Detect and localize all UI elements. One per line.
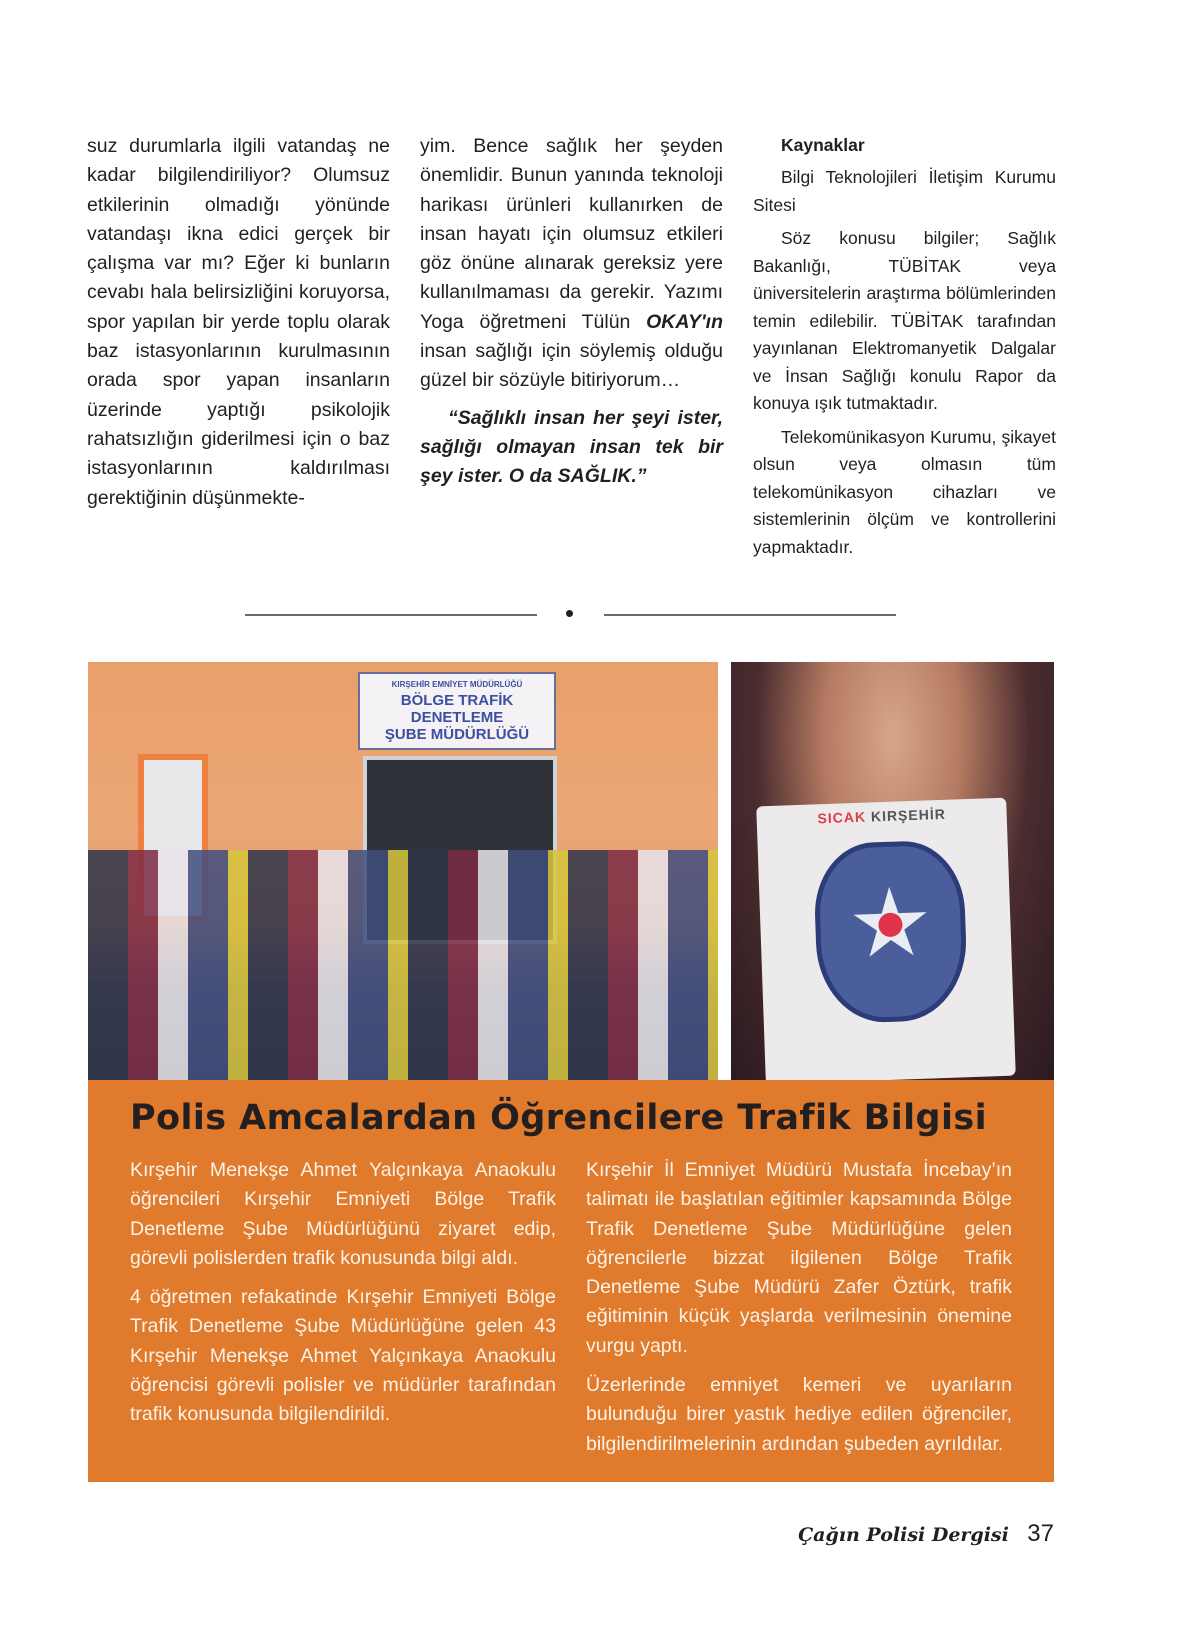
sign-line: KIRŞEHİR EMNİYET MÜDÜRLÜĞÜ <box>391 680 523 689</box>
group-photo <box>88 662 718 1080</box>
news-paragraph: Kırşehir İl Emniyet Müdürü Mustafa İncebay’ın talimatı ile başlatılan eğitimler kapsamında Bölge Trafik Denetleme Şube Müdürlüğüne gelen öğrencilerle bizzat ilgilenen Bölge Trafik Denetleme Şube Müdürü Zafer Öztürk, trafik eğitiminin küçük yaşlarda verilmesinin önemine vurgu yaptı. <box>586 1159 1012 1357</box>
sign-line: BÖLGE TRAFİK DENETLEME <box>400 692 514 726</box>
page-number: 37 <box>1027 1520 1054 1547</box>
body-paragraph: suz durumlarla ilgili vatandaş ne kadar bilgilendiriliyor? Olumsuz etkilerinin olmadığı yönünde vatandaşı ikna edici gerçek bir çalışma var mı? Eğer ki bunların cevabı hala belirsizliğini koruyorsa, spor yapılan bir yerde toplu olarak baz istasyonlarının kurulmasının orada spor yapan insanların üzerinde yaptığı psikolojik rahatsızlığın giderilmesi için o baz istasyonlarının kaldırılması gerektiğinin düşünmekte- <box>87 135 390 509</box>
crowd-of-students <box>88 850 718 1080</box>
news-headline: Polis Amcalardan Öğrencilere Trafik Bilgisi <box>130 1098 988 1138</box>
page-footer <box>798 1520 1054 1548</box>
reference-item: Bilgi Teknolojileri İletişim Kurumu Sitesi <box>753 167 1056 215</box>
section-divider-right <box>604 614 896 616</box>
closing-quote: “Sağlıklı insan her şeyi ister, sağlığı olmayan insan tek bir şey ister. O da SAĞLIK.” <box>420 406 723 488</box>
news-column-2 <box>586 1156 1012 1469</box>
news-paragraph: Kırşehir Menekşe Ahmet Yalçınkaya Anaokulu öğrencileri Kırşehir Emniyeti Bölge Trafik Denetleme Şube Müdürlüğünü ziyaret edip, görevli polislerden trafik konusunda bilgi aldı. <box>130 1159 556 1269</box>
magazine-title: Çağın Polisi Dergisi <box>798 1524 1009 1546</box>
police-pillow <box>756 798 1016 1080</box>
reference-item: Telekomünikasyon Kurumu, şikayet olsun veya olmasın tüm telekomünikasyon cihazları ve sistemlerinin ölçüm ve kontrollerini yapmaktadır. <box>753 426 1056 557</box>
reference-item: Söz konusu bilgiler; Sağlık Bakanlığı, TÜBİTAK veya üniversitelerin araştırma bölümlerinden temin edilebilir. TÜBİTAK tarafından yayınlanan Elektromanyetik Dalgalar ve İnsan Sağlığı konulu Rapor da konuya ışık tutmaktadır. <box>753 228 1056 413</box>
police-badge-icon <box>813 839 969 1024</box>
article-column-2 <box>420 132 723 492</box>
references-heading: Kaynaklar <box>781 135 865 155</box>
references-column <box>753 132 1056 567</box>
body-paragraph <box>420 132 723 396</box>
news-column-1 <box>130 1156 556 1440</box>
pillow-slogan: SICAK KIRŞEHİR <box>817 805 947 827</box>
paragraph-text: insan sağlığı için söylemiş olduğu güzel bir sözüyle bitiriyorum… <box>420 340 723 392</box>
section-divider-left <box>245 614 537 616</box>
building-sign <box>358 672 556 750</box>
news-paragraph: Üzerlerinde emniyet kemeri ve uyarıların bulunduğu birer yastık hediye edilen öğrenciler, bilgilendirilmelerinin ardından şubeden ayrıldılar. <box>586 1374 1012 1455</box>
emphasized-name: OKAY'ın <box>646 310 723 333</box>
news-box <box>88 1080 1054 1482</box>
girl-with-pillow-photo <box>731 662 1054 1080</box>
sign-line: ŞUBE MÜDÜRLÜĞÜ <box>384 726 530 743</box>
paragraph-text: yim. Bence sağlık her şeyden önemlidir. Bunun yanında teknoloji harikası ürünleri kullanırken de insan hayatı için olumsuz etkileri göz önüne alınarak gereksiz yere kullanılmaması da gerekir. Yazımı Yoga öğretmeni Tülün <box>420 135 723 333</box>
article-column-1 <box>87 132 390 513</box>
section-divider-dot <box>566 610 573 617</box>
news-paragraph: 4 öğretmen refakatinde Kırşehir Emniyeti Bölge Trafik Denetleme Şube Müdürlüğüne gelen 43 Kırşehir Menekşe Ahmet Yalçınkaya Anaokulu öğrencisi görevli polisler ve müdürler tarafından trafik konusunda bilgilendirildi. <box>130 1286 556 1426</box>
